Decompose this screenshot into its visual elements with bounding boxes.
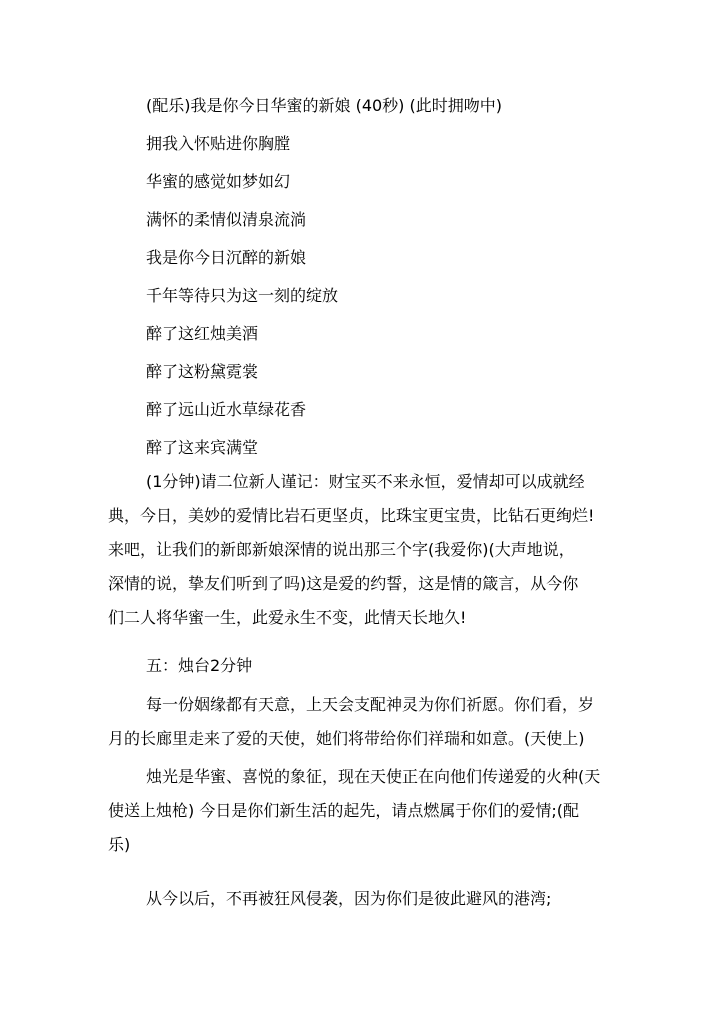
poem-line: 我是你今日沉醉的新娘 xyxy=(146,248,307,267)
paragraph-line: 每一份姻缘都有天意，上天会支配神灵为你们祈愿。你们看，岁 xyxy=(146,695,595,714)
poem-line: 华蜜的感觉如梦如幻 xyxy=(146,172,291,191)
paragraph-line: 典，今日，美妙的爱情比岩石更坚贞，比珠宝更宝贵，比钻石更绚烂! xyxy=(108,506,595,525)
paragraph-line: 烛光是华蜜、喜悦的象征，现在天使正在向他们传递爱的火种(天 xyxy=(146,767,601,786)
poem-line: 千年等待只为这一刻的绽放 xyxy=(146,286,339,305)
poem-line: 醉了远山近水草绿花香 xyxy=(146,400,307,419)
poem-line: 醉了这来宾满堂 xyxy=(146,438,259,457)
poem-line: (配乐)我是你今日华蜜的新娘 (40秒) (此时拥吻中) xyxy=(146,96,502,115)
paragraph-line: 乐) xyxy=(108,835,131,854)
candle-paragraph xyxy=(108,760,612,862)
paragraph-line: 来吧，让我们的新郎新娘深情的说出那三个字(我爱你)(大声地说， xyxy=(108,540,575,559)
poem-line: 满怀的柔情似清泉流淌 xyxy=(146,210,307,229)
closing-line: 从今以后，不再被狂风侵袭，因为你们是彼此避风的港湾; xyxy=(146,889,552,908)
poem-line: 醉了这粉黛霓裳 xyxy=(146,362,259,381)
vow-paragraph xyxy=(108,465,612,635)
poem-line: 拥我入怀贴进你胸膛 xyxy=(146,134,291,153)
poem-line: 醉了这红烛美酒 xyxy=(146,324,259,343)
paragraph-line: 深情的说，挚友们听到了吗)这是爱的约誓，这是情的箴言，从今你 xyxy=(108,574,579,593)
paragraph-line: (1分钟)请二位新人谨记：财宝买不来永恒，爱情却可以成就经 xyxy=(146,472,585,491)
paragraph-line: 使送上烛枪) 今日是你们新生活的起先，请点燃属于你们的爱情;(配 xyxy=(108,801,579,820)
angel-paragraph xyxy=(108,688,612,756)
paragraph-line: 们二人将华蜜一生，此爱永生不变，此情天长地久! xyxy=(108,608,467,627)
section-heading: 五：烛台2分钟 xyxy=(146,656,253,675)
paragraph-line: 月的长廊里走来了爱的天使，她们将带给你们祥瑞和如意。(天使上) xyxy=(108,729,585,748)
